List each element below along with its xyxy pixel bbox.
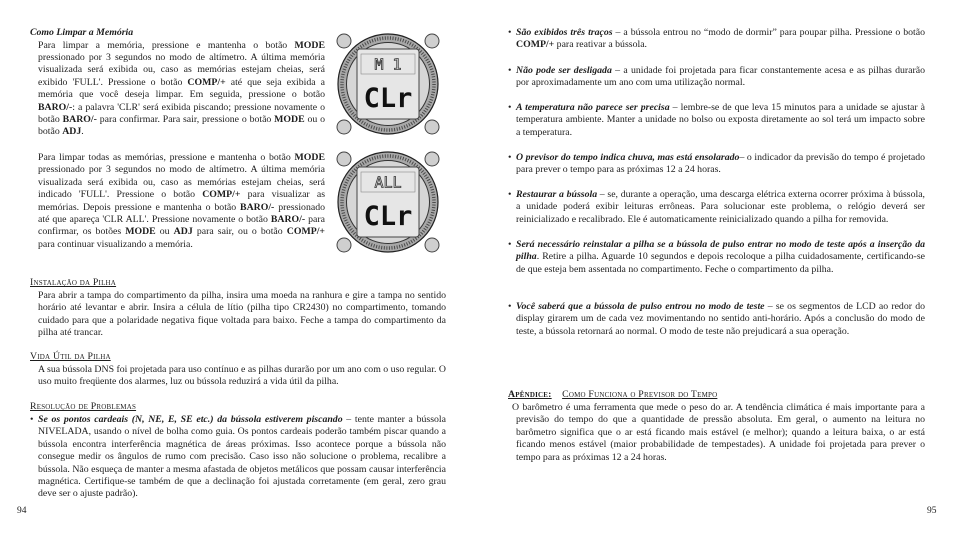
battery-install-text: Para abrir a tampa do compartimento da pilha, insira uma moeda na ranhura e gire a tampa no sentido horário até levantar e abrir. Insira a célula de lítio (pilha tipo CR2430) no compartimento, tomando cuidado para que a polaridade negativa fique voltada para baixo. Feche a tampa do compartimento da pilha até trancar.: [38, 290, 446, 339]
bold-term: ADJ: [62, 126, 82, 138]
text-run: . Retire a pilha. Aguarde 10 segundos e depois recoloque a pilha cuidadosamente, certificando-se de que esteja bem assentada no compartimento. Feche o compartimento da pilha.: [516, 251, 925, 275]
bold-term: BARO/-: [270, 214, 306, 226]
bold-term: BARO/-: [240, 201, 275, 213]
text-run: – se, durante a operação, uma descarga elétrica externa ocorrer próxima à bússola, a unidade poderá exibir leituras errôneas. Para solucionar este problema, o relógio deverá ser reinicializado e recalibrado. Ele é automaticamente reinicializado quando a pilha for removida.: [516, 189, 926, 225]
troubleshooting-item: [516, 102, 925, 139]
watch-lug: [425, 238, 439, 252]
lcd-main-text: CLr: [363, 83, 413, 114]
emphasis-text: Não pode ser desligada: [516, 65, 612, 76]
emphasis-text: Restaurar a bússola: [516, 189, 598, 200]
bold-term: MODE: [294, 39, 325, 51]
appendix-heading: [508, 389, 717, 401]
watch-lug: [425, 152, 439, 166]
battery-install-heading: Instalação da Pilha: [30, 277, 117, 288]
bold-term: MODE: [294, 152, 325, 163]
emphasis-text: Será necessário reinstalar a pilha se a bússola de pulso entrar no modo de teste após a inserção da pilha: [516, 239, 925, 263]
troubleshooting-item: [516, 301, 925, 338]
text-run: para reativar a bússola.: [554, 39, 647, 51]
bold-term: MODE: [274, 113, 305, 125]
memory-heading: Como Limpar a Memória: [30, 27, 134, 38]
troubleshooting-item: [516, 65, 925, 90]
appendix-text: O barômetro é uma ferramenta que mede o peso do ar. A tendência climática é mais importante para a previsão do tempo do que a quantidade de pressão absoluta. Em geral, o aumento na leitura no barômetro significa que o ar está ficando mais estável (e melhor); quando a leitura baixa, o ar está ficando menos estável (maior probabilidade de tempestades). A unidade foi projetada para prever o tempo para as próximas 12 a 24 horas.: [512, 402, 925, 463]
bold-term: COMP/+: [286, 226, 325, 238]
watch-lug: [337, 34, 351, 48]
page-number: 95: [927, 506, 937, 516]
text-run: .: [81, 126, 84, 138]
text-run: ou: [155, 226, 174, 238]
text-run: – tente manter a bússola NIVELADA, usando o nível de bolha como guia. Os pontos cardeais poderão também piscar quando a bússola encontra interferência magnética de áreas próximas. Isso acontece porque a bússola não consegue medir os ângulos de rumo com precisão. Caso isso não solucione o problema, recalibre a bússola. Não esqueça de manter a mesma afastada de objetos metálicos que possam causar interferência magnética. Certifique-se também de que a declinação foi ajustada corretamente (em geral, zero grau deve ser o ajuste padrão).: [38, 414, 447, 500]
watch-lug: [425, 34, 439, 48]
text-run: pressionado até que apareça 'CLR ALL'. Pressione novamente o botão: [38, 201, 325, 226]
watch-lug: [425, 120, 439, 134]
text-run: até que seja exibida a memória que você deseja limpar. Em seguida, pressione o botão: [38, 76, 325, 101]
text-run: – a bússola entrou no “modo de dormir” para poupar pilha. Pressione o botão: [612, 27, 925, 38]
text-run: : a palavra 'CLR' será exibida piscando; pressione novamente o botão: [38, 101, 325, 125]
bold-term: MODE: [125, 226, 156, 238]
bold-term: COMP/+: [516, 39, 555, 51]
text-run: para confirmar, os botões: [38, 214, 325, 238]
troubleshooting-item: [516, 152, 925, 177]
text-run: para confirmar. Para sair, pressione o botão: [96, 113, 275, 125]
bold-term: BARO/-: [62, 113, 97, 125]
watch-illustration-clear-memory: [333, 27, 443, 141]
lcd-top-text: M 1: [374, 55, 402, 74]
bold-term: COMP/+: [202, 189, 241, 201]
lcd-top-text: ALL: [374, 173, 402, 192]
troubleshooting-item: [516, 27, 925, 52]
troubleshooting-item: [516, 189, 925, 226]
text-run: Para limpar a memória, pressione e mantenha o botão: [38, 39, 295, 51]
watch-illustration-clear-all: [333, 145, 443, 259]
bold-term: ADJ: [173, 226, 193, 238]
appendix-title: Como Funciona o Previsor do Tempo: [562, 389, 718, 400]
emphasis-text: A temperatura não parece ser precisa: [516, 102, 670, 113]
bold-term: COMP/+: [187, 76, 226, 88]
text-run: para visualizar as memórias. Depois pressione e mantenha o botão: [38, 189, 326, 213]
page-number: 94: [17, 506, 27, 516]
text-run: pressionado por 3 segundos no modo de altímetro. A última memória visualizada será exibida ou, caso as memórias estejam cheias, será exibido 'FULL'. Pressione o botão: [38, 51, 325, 88]
emphasis-text: São exibidos três traços: [516, 27, 613, 38]
text-run: pressionado por 3 segundos no modo de altímetro. A última memória visualizada será exibida ou, caso as memórias estejam cheias, será indicado 'FULL'. Pressione o botão: [38, 164, 325, 201]
text-run: – a unidade foi projetada para ficar constantemente acesa e as pilhas durarão por aproximadamente um ano com uma utilização normal.: [516, 65, 925, 89]
troubleshooting-heading: Resolução de Problemas: [30, 401, 137, 412]
battery-life-heading: Vida Útil da Pilha: [30, 351, 111, 362]
watch-lug: [337, 152, 351, 166]
text-run: – o indicador da previsão do tempo é projetado para prever o tempo para as próximas 12 a 24 horas.: [516, 152, 925, 176]
bold-term: BARO/-: [38, 101, 73, 113]
battery-life-text: A sua bússola DNS foi projetada para uso contínuo e as pilhas durarão por um ano com o uso regular. O uso muito freqüente dos alarmes, luz ou bússola reduzirá a vida útil da pilha.: [38, 364, 446, 388]
text-run: ou o botão: [38, 113, 326, 138]
text-run: – lembre-se de que leva 15 minutos para a unidade se ajustar à temperatura ambiente. Manter a unidade no bolso ou exposta diretamente ao sol terá um impacto sobre a temperatura.: [516, 102, 926, 138]
watch-lug: [337, 120, 351, 134]
text-run: – se os segmentos de LCD ao redor do display girarem um de cada vez movimentando no sentido anti-horário. Após a conclusão do modo de teste, a bússola retornará ao normal. O modo de teste não prejudicará a sua operação.: [516, 301, 925, 337]
troubleshooting-item: [516, 239, 925, 276]
memory-paragraph-2: [38, 152, 325, 251]
text-run: Para limpar todas as memórias, pressione e mantenha o botão: [38, 152, 295, 163]
appendix-label: Apêndice:: [508, 389, 552, 400]
memory-paragraph-1: [38, 40, 325, 139]
emphasis-text: O previsor do tempo indica chuva, mas está ensolarado: [516, 152, 740, 163]
text-run: para continuar visualizando a memória.: [38, 238, 193, 250]
watch-lug: [337, 238, 351, 252]
lcd-main-text: CLr: [363, 201, 413, 232]
troubleshooting-item: [38, 414, 446, 501]
emphasis-text: Se os pontos cardeais (N, NE, E, SE etc.) da bússola estiverem piscando: [38, 414, 343, 425]
text-run: para sair, ou o botão: [192, 226, 287, 238]
emphasis-text: Você saberá que a bússola de pulso entrou no modo de teste: [516, 301, 765, 312]
